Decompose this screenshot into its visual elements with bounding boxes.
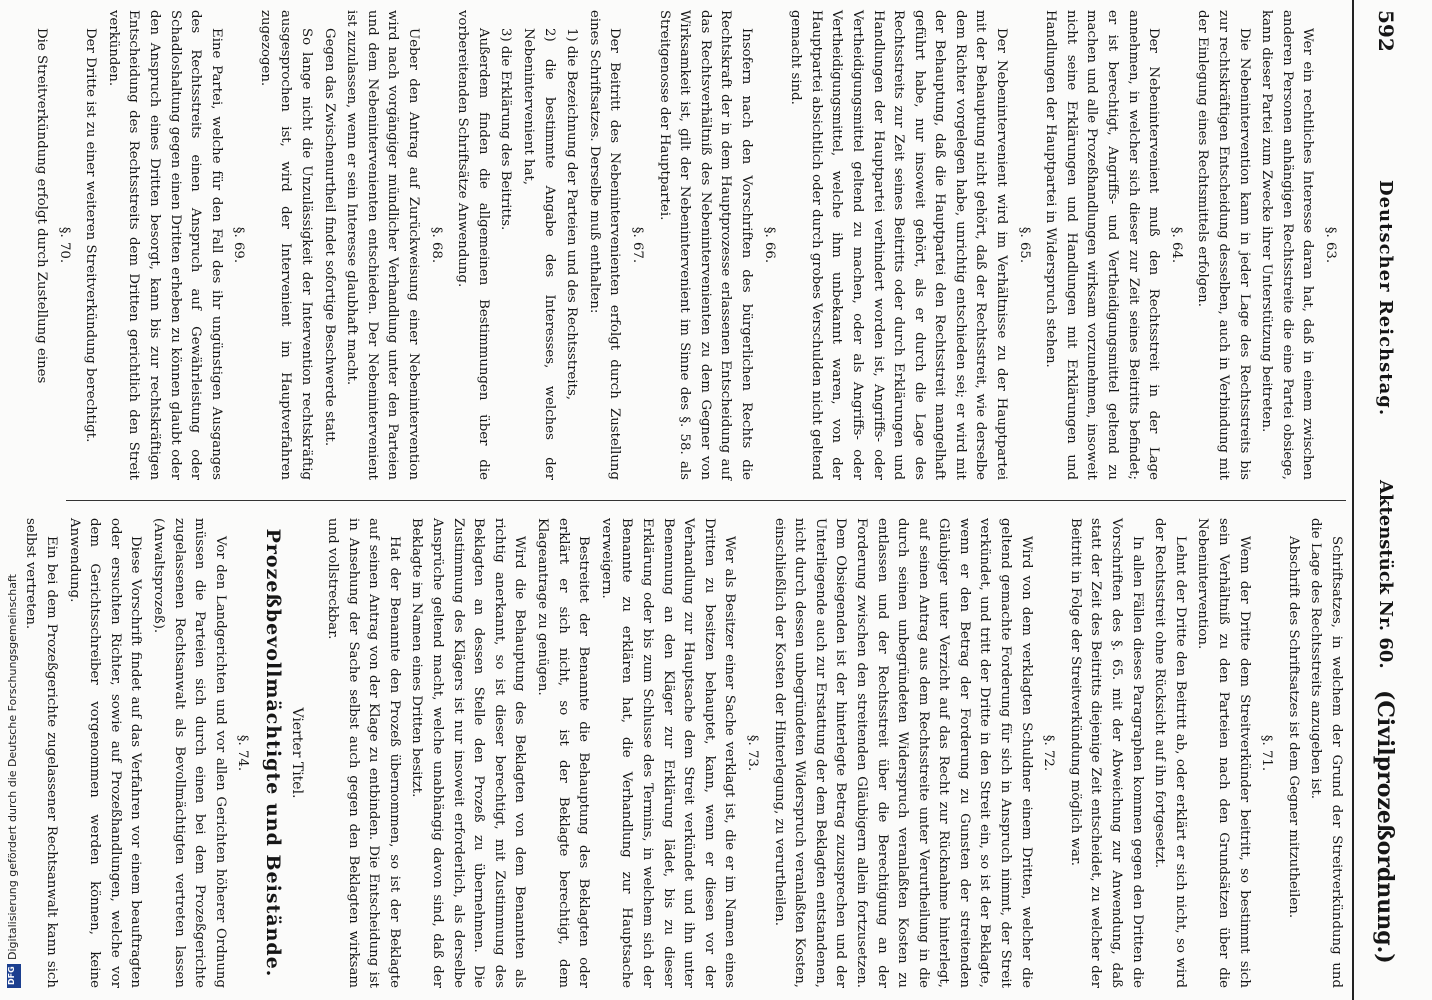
- right-paragraph: Wer als Besitzer einer Sache verklagt ist, die er im Namen eines Dritten zu besitzen behauptet, kann, wenn er diesen vor der Verhandlung zur Hauptsache dem Streit verkündet und ihn unter Benennung an den Kläger zur Erklärung lädet, bis zu dieser Erklärung oder bis zum Schlusse des Termins, in welchem sich der Benannte zu erklären hat, die Verhandlung zur Hauptsache verweigern.: [598, 518, 738, 988]
- right-section-number: §. 72.: [1041, 734, 1057, 772]
- left-paragraph: Die Nebenintervention kann in jeder Lage des Rechtsstreits bis zur rechtskräftigen Entscheidung desselben, auch in Verbindung mit der Einlegung eines Rechtsmittels erfolgen.: [1195, 10, 1252, 480]
- column-divider: [66, 500, 1346, 501]
- left-paragraph: So lange nicht die Unzulässigkeit der Intervention rechtskräftig ausgesprochen ist, wird der Intervenient im Hauptverfahren zugezogen.: [257, 10, 315, 480]
- left-paragraph: Gegen das Zwischenurtheil findet sofortige Beschwerde statt.: [321, 28, 337, 447]
- dfg-logo: DFG: [7, 964, 21, 988]
- right-paragraph: Bestreitet der Benannte die Behauptung des Beklagten oder erklärt er sich nicht, so ist der Beklagte berechtigt, dem Klageantrage zu genügen.: [535, 518, 592, 988]
- right-paragraph: Lehnt der Dritte den Beitritt ab, oder erklärt er sich nicht, so wird der Rechtsstreit ohne Rücksicht auf ihn fortgesetzt.: [1152, 518, 1188, 988]
- right-section-number: §. 71.: [1259, 734, 1275, 772]
- right-paragraph: Wird die Behauptung des Beklagten von dem Benannten als richtig anerkannt, so ist dieser berechtigt, mit Zustimmung des Beklagten an dessen Stelle den Prozeß zu übernehmen. Die Zustimmung des Klägers ist nur insoweit erforderlich, als derselbe Ansprüche geltend macht, welche unabhängig davon sind, daß der Beklagte im Namen eines Dritten besitzt.: [409, 518, 528, 988]
- right-paragraph: Wird von dem verklagten Schuldner einem Dritten, welcher die geltend gemachte Forderung für sich in Anspruch nimmt, der Streit verkündet, und tritt der Dritte in den Streit ein, so ist der Beklagte, wenn er den Betrag der Forderung zu Gunsten der streitenden Gläubiger unter Verzicht auf das Recht zur Rücknahme hinterlegt, auf seinen Antrag aus dem Rechtsstreite unter Verurtheilung in die durch seinen unbegründeten Widerspruch veranlaßten Kosten zu entlassen und der Rechtsstreit über die Berechtigung an der Forderung zwischen den streitenden Gläubigern allein fortzusetzen. Dem Obsiegenden ist der hinterlegte Betrag zuzusprechen und der Unterliegende auch zur Erstattung der dem Beklagten entstandenen, nicht durch dessen unbegründeten Widerspruch veranlaßten Kosten, einschließlich der Kosten der Hinterlegung, zu verurtheilen.: [771, 518, 1034, 988]
- left-section-number: §. 70.: [56, 226, 72, 264]
- left-paragraph: Der Nebenintervenient wird im Verhältnisse zu der Hauptpartei mit der Behauptung nicht gehört, daß der Rechtsstreit, wie derselbe dem Richter vorgelegen habe, unrichtig entschieden sei; er wird mit der Behauptung, daß die Hauptpartei den Rechtsstreit mangelhaft geführt habe, nur insoweit gehört, als er durch die Lage des Rechtsstreits zur Zeit seines Beitritts oder durch Erklärungen und Handlungen der Hauptpartei verhindert worden ist, Angriffs- oder Vertheidigungsmittel geltend zu machen, oder als Angriffs- oder Vertheidigungsmittel, welche ihm unbekannt waren, von der Hauptpartei absichtlich oder durch grobes Verschulden nicht geltend gemacht sind.: [788, 10, 1010, 480]
- left-paragraph: Wer ein rechtliches Interesse daran hat, daß in einem zwischen anderen Personen anhängigen Rechtsstreite die eine Partei obsiege, kann dieser Partei zum Zwecke ihrer Unterstützung beitreten.: [1259, 10, 1316, 480]
- chapter-heading: Prozeßbevollmächtigte und Beistände.: [261, 528, 284, 978]
- left-paragraph: Ueber den Antrag auf Zurückweisung einer Nebenintervention wird nach vorgängiger mündlicher Verhandlung unter den Parteien und dem Nebenintervenienten entschieden. Der Nebenintervenient ist zuzulassen, wenn er sein Interesse glaubhaft macht.: [344, 10, 422, 480]
- left-paragraph: 1) die Bezeichnung der Parteien und des Rechtsstreits,: [564, 28, 580, 401]
- left-section-number: §. 66.: [761, 226, 777, 264]
- digitization-footer: [4, 560, 28, 1000]
- left-paragraph: Außerdem finden die allgemeinen Bestimmungen über die vorbereitenden Schriftsätze Anwendung.: [455, 10, 491, 480]
- left-section-number: §. 69.: [231, 226, 247, 264]
- right-paragraph: Abschrift des Schriftsatzes ist dem Gegner mitzutheilen.: [1285, 536, 1301, 919]
- left-paragraph: Der Nebenintervenient muß den Rechtsstreit in der Lage annehmen, in welcher sich dieser zur Zeit seines Beitritts befindet; er ist berechtigt, Angriffs- und Vertheidigungsmittel geltend zu machen und alle Prozeßhandlungen wirksam vorzunehmen, insoweit nicht seine Erklärungen und Handlungen mit Erklärungen und Handlungen der Hauptpartei in Widerspruch stehen.: [1043, 10, 1162, 480]
- left-paragraph: 2) die bestimmte Angabe des Interesses, welches der Nebenintervenient hat,: [521, 28, 557, 480]
- right-section-number: §. 73.: [744, 734, 760, 772]
- section-label: Aktenstück Nr. 60.: [1375, 480, 1396, 669]
- right-paragraph: Vor den Landgerichten und vor allen Gerichten höherer Ordnung müssen die Parteien sich durch einen bei dem Prozeßgerichte zugelassenen Rechtsanwalt als Bevollmächtigten vertreten lassen (Anwaltsprozeß).: [150, 518, 228, 988]
- left-section-number: §. 67.: [630, 226, 645, 264]
- right-paragraph: Diese Vorschrift findet auf das Verfahren vor einem beauftragten oder ersuchten Richter, sowie auf Prozeßhandlungen, welche vor dem Gerichtsschreiber vorgenommen werden können, keine Anwendung.: [66, 518, 144, 988]
- left-paragraph: Eine Partei, welche für den Fall des ihr ungünstigen Ausganges des Rechtsstreits einen Anspruch auf Gewährleistung oder Schadloshaltung gegen einen Dritten erheben zu können glaubt oder den Anspruch eines Dritten besorgt, kann bis zur rechtskräftigen Entscheidung des Rechtsstreits dem Dritten gerichtlich den Streit verkünden.: [105, 10, 224, 480]
- right-paragraph: Schriftsatzes, in welchem der Grund der Streitverkündung und die Lage des Rechtsstreits anzugeben ist.: [1308, 518, 1344, 988]
- left-paragraph: Der Beitritt des Nebenintervenienten erfolgt durch Zustellung eines Schriftsatzes. Derselbe muß enthalten:: [586, 10, 623, 480]
- left-paragraph: Insofern nach den Vorschriften des bürgerlichen Rechts die Rechtskraft der in dem Hauptprozesse erlassenen Entscheidung auf das Rechtsverhältniß des Nebenintervenienten zu dem Gegner von Wirksamkeit ist, gilt der Nebenintervenient im Sinne des §. 58. als Streitgenosse der Hauptpartei.: [656, 10, 754, 480]
- left-section-number: §. 65.: [1016, 226, 1032, 264]
- left-paragraph: Der Dritte ist zu einer weiteren Streitverkündung berechtigt.: [83, 28, 99, 443]
- left-paragraph: 3) die Erklärung des Beitritts.: [498, 28, 514, 231]
- left-text-column: [28, 10, 1346, 480]
- page-header: [1352, 0, 1412, 1000]
- footer-credit: Digitalisierung gefördert durch die Deutsche Forschungsgemeinschaft: [6, 574, 19, 960]
- left-section-number: §. 64.: [1168, 226, 1184, 264]
- right-section-number: §. 74.: [235, 734, 251, 772]
- act-name: (Civilprozeßordnung.): [1372, 690, 1398, 964]
- page-number: 592: [1374, 10, 1398, 52]
- left-section-number: §. 68.: [428, 226, 444, 264]
- right-text-column: [18, 518, 1346, 988]
- right-paragraph: Ein bei dem Prozeßgerichte zugelassener Rechtsanwalt kann sich selbst vertreten.: [23, 518, 59, 988]
- right-paragraph: Wenn der Dritte dem Streitverkünder beitritt, so bestimmt sich sein Verhältniß zu den Parteien nach den Grundsätzen über die Nebenintervention.: [1195, 518, 1252, 988]
- rotated-page-content: [23, 0, 1412, 1000]
- running-title: Deutscher Reichstag.: [1375, 180, 1396, 417]
- left-section-number: §. 63.: [1323, 226, 1338, 264]
- right-paragraph: Hat der Benannte den Prozeß übernommen, so ist der Beklagte auf seinen Antrag von der Klage zu entbinden. Die Entscheidung ist in Ansehung der Sache selbst auch gegen den Beklagten wirksam und vollstreckbar.: [325, 518, 402, 988]
- left-paragraph: Die Streitverkündung erfolgt durch Zustellung eines: [33, 28, 49, 384]
- right-paragraph: In allen Fällen dieses Paragraphen kommen gegen den Dritten die Vorschriften des §. 65. mit der Abweichung zur Anwendung, daß statt der Zeit des Beitritts diejenige Zeit entscheidet, zu welcher der Beitritt in Folge der Streitverkündung möglich war.: [1067, 518, 1145, 988]
- title-heading: Vierter Titel.: [289, 707, 306, 799]
